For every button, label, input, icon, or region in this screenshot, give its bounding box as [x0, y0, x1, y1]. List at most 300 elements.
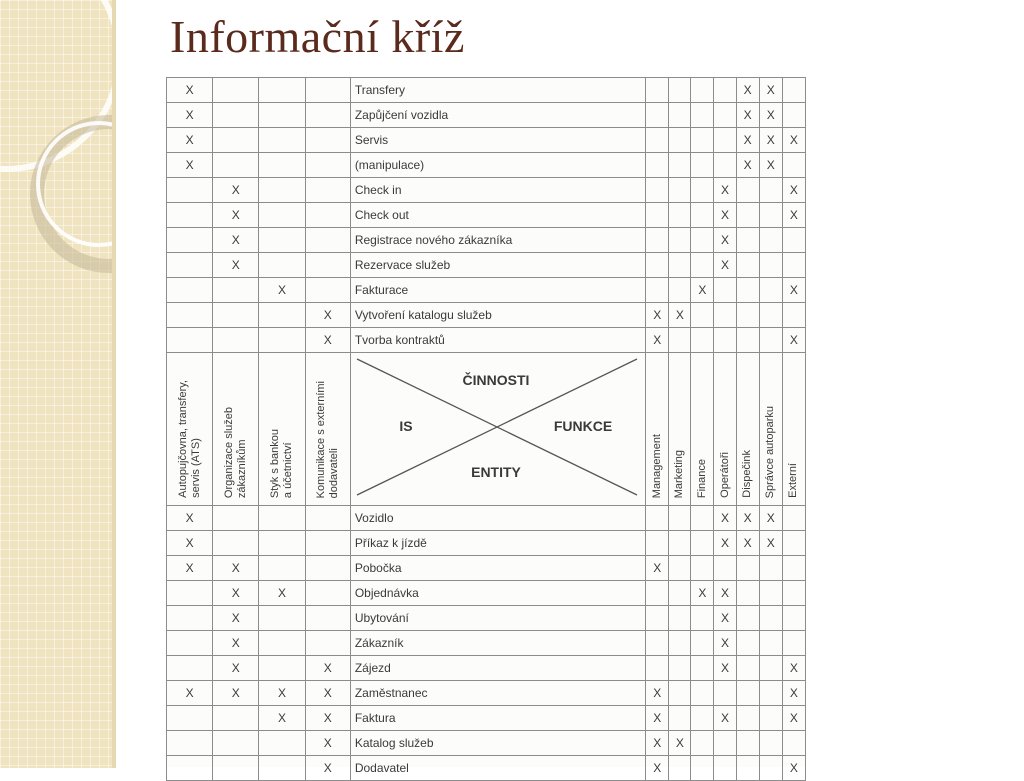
function-mark-cell	[759, 178, 782, 203]
is-mark-cell	[213, 303, 259, 328]
is-header-text: Styk s bankou a účetnictví	[269, 428, 294, 498]
function-mark-cell	[646, 78, 669, 103]
function-mark-cell	[646, 278, 669, 303]
function-mark-cell	[714, 278, 736, 303]
is-mark-cell	[213, 78, 259, 103]
is-mark-cell: X	[167, 103, 213, 128]
is-mark-cell	[305, 556, 350, 581]
function-mark-cell: X	[759, 506, 782, 531]
function-mark-cell	[646, 153, 669, 178]
function-mark-cell: X	[782, 278, 805, 303]
function-mark-cell	[759, 731, 782, 756]
function-mark-cell: X	[782, 656, 805, 681]
entity-row-label: Katalog služeb	[350, 731, 645, 756]
slide-title: Informační kříž	[170, 11, 465, 62]
function-mark-cell: X	[714, 531, 736, 556]
entity-row-label: Příkaz k jízdě	[350, 531, 645, 556]
is-mark-cell: X	[167, 153, 213, 178]
function-column-header	[646, 353, 669, 506]
activity-row	[167, 203, 806, 228]
function-mark-cell: X	[736, 531, 759, 556]
entity-row	[167, 681, 806, 706]
activity-row-label: Servis	[350, 128, 645, 153]
entity-row-label: Faktura	[350, 706, 645, 731]
is-mark-cell	[259, 731, 305, 756]
function-mark-cell: X	[782, 203, 805, 228]
function-mark-cell	[782, 103, 805, 128]
is-mark-cell	[259, 303, 305, 328]
is-mark-cell: X	[305, 681, 350, 706]
function-mark-cell	[759, 303, 782, 328]
is-mark-cell	[305, 581, 350, 606]
entity-row	[167, 506, 806, 531]
function-mark-cell	[646, 228, 669, 253]
is-mark-cell: X	[305, 706, 350, 731]
activity-row-label: Rezervace služeb	[350, 253, 645, 278]
entity-row	[167, 731, 806, 756]
function-mark-cell	[691, 228, 714, 253]
function-mark-cell	[669, 178, 691, 203]
function-mark-cell	[669, 103, 691, 128]
information-cross-figure	[166, 77, 806, 775]
function-mark-cell	[714, 756, 736, 781]
function-mark-cell	[691, 706, 714, 731]
function-mark-cell: X	[646, 706, 669, 731]
entity-row-label: Pobočka	[350, 556, 645, 581]
is-mark-cell: X	[213, 581, 259, 606]
function-mark-cell	[782, 506, 805, 531]
function-mark-cell	[669, 531, 691, 556]
is-mark-cell	[305, 78, 350, 103]
function-column-header	[736, 353, 759, 506]
is-mark-cell	[167, 656, 213, 681]
is-mark-cell	[167, 756, 213, 781]
function-mark-cell	[691, 531, 714, 556]
function-mark-cell: X	[714, 631, 736, 656]
activity-row	[167, 178, 806, 203]
is-mark-cell: X	[213, 606, 259, 631]
function-mark-cell	[714, 556, 736, 581]
cross-diagram-cell	[350, 353, 645, 506]
function-mark-cell	[759, 606, 782, 631]
is-mark-cell: X	[167, 128, 213, 153]
function-mark-cell	[736, 203, 759, 228]
function-mark-cell	[782, 78, 805, 103]
function-mark-cell	[736, 731, 759, 756]
is-mark-cell	[213, 531, 259, 556]
function-mark-cell	[714, 681, 736, 706]
function-mark-cell	[759, 706, 782, 731]
entity-row	[167, 581, 806, 606]
is-mark-cell	[167, 731, 213, 756]
function-mark-cell	[691, 506, 714, 531]
function-mark-cell	[736, 706, 759, 731]
activity-row	[167, 328, 806, 353]
function-mark-cell: X	[759, 531, 782, 556]
function-mark-cell	[646, 506, 669, 531]
function-mark-cell: X	[782, 178, 805, 203]
function-mark-cell: X	[782, 756, 805, 781]
function-mark-cell	[669, 78, 691, 103]
is-mark-cell	[305, 506, 350, 531]
function-mark-cell	[691, 78, 714, 103]
function-mark-cell: X	[646, 328, 669, 353]
function-mark-cell	[736, 581, 759, 606]
entity-row	[167, 606, 806, 631]
function-mark-cell	[646, 178, 669, 203]
is-mark-cell	[167, 328, 213, 353]
entity-row	[167, 706, 806, 731]
function-mark-cell	[669, 706, 691, 731]
function-mark-cell	[646, 103, 669, 128]
is-mark-cell	[305, 128, 350, 153]
function-mark-cell	[669, 203, 691, 228]
entity-row	[167, 531, 806, 556]
cross-label-right: FUNKCE	[553, 418, 612, 434]
function-mark-cell	[759, 203, 782, 228]
is-mark-cell: X	[305, 303, 350, 328]
function-header-text: Management	[650, 433, 663, 498]
function-mark-cell: X	[691, 581, 714, 606]
is-mark-cell: X	[259, 278, 305, 303]
function-mark-cell: X	[782, 128, 805, 153]
function-mark-cell	[782, 228, 805, 253]
function-column-header	[669, 353, 691, 506]
function-mark-cell	[669, 153, 691, 178]
function-mark-cell	[759, 631, 782, 656]
function-mark-cell	[714, 731, 736, 756]
is-mark-cell: X	[167, 506, 213, 531]
function-mark-cell	[759, 656, 782, 681]
activity-row-label: Zapůjčení vozidla	[350, 103, 645, 128]
function-mark-cell: X	[714, 656, 736, 681]
function-mark-cell: X	[669, 731, 691, 756]
function-mark-cell	[714, 328, 736, 353]
is-mark-cell	[167, 706, 213, 731]
is-column-header	[213, 353, 259, 506]
function-column-header	[691, 353, 714, 506]
is-mark-cell	[167, 581, 213, 606]
function-mark-cell	[646, 128, 669, 153]
is-mark-cell	[213, 506, 259, 531]
is-mark-cell	[305, 203, 350, 228]
function-mark-cell	[691, 303, 714, 328]
is-mark-cell	[167, 303, 213, 328]
is-mark-cell: X	[167, 681, 213, 706]
activity-row-label: Vytvoření katalogu služeb	[350, 303, 645, 328]
function-mark-cell	[782, 731, 805, 756]
is-mark-cell	[259, 128, 305, 153]
function-mark-cell: X	[736, 128, 759, 153]
function-mark-cell	[646, 631, 669, 656]
is-mark-cell	[305, 153, 350, 178]
activity-row-label: Check out	[350, 203, 645, 228]
function-mark-cell: X	[646, 756, 669, 781]
function-mark-cell	[759, 756, 782, 781]
function-mark-cell	[691, 681, 714, 706]
is-mark-cell	[305, 178, 350, 203]
activity-row-label: Check in	[350, 178, 645, 203]
is-mark-cell	[259, 606, 305, 631]
function-mark-cell	[646, 606, 669, 631]
function-mark-cell	[714, 103, 736, 128]
is-mark-cell: X	[213, 203, 259, 228]
is-mark-cell	[259, 203, 305, 228]
function-mark-cell: X	[759, 128, 782, 153]
function-mark-cell	[691, 253, 714, 278]
is-mark-cell: X	[213, 253, 259, 278]
entity-row-label: Dodavatel	[350, 756, 645, 781]
function-mark-cell	[736, 228, 759, 253]
function-mark-cell: X	[714, 228, 736, 253]
function-mark-cell	[669, 328, 691, 353]
function-mark-cell: X	[714, 706, 736, 731]
function-header-text: Operátoři	[718, 452, 731, 498]
is-mark-cell	[305, 631, 350, 656]
is-mark-cell: X	[213, 178, 259, 203]
function-mark-cell	[736, 631, 759, 656]
function-mark-cell: X	[714, 178, 736, 203]
is-mark-cell	[259, 631, 305, 656]
function-mark-cell	[691, 556, 714, 581]
cross-label-bottom: ENTITY	[470, 464, 521, 480]
is-mark-cell	[305, 228, 350, 253]
function-mark-cell	[669, 681, 691, 706]
entity-row-label: Zaměstnanec	[350, 681, 645, 706]
function-mark-cell	[691, 756, 714, 781]
is-mark-cell	[259, 253, 305, 278]
function-mark-cell: X	[759, 153, 782, 178]
function-header-text: Dispečink	[741, 450, 754, 498]
is-mark-cell	[213, 103, 259, 128]
function-mark-cell	[669, 631, 691, 656]
is-mark-cell: X	[305, 756, 350, 781]
entity-row	[167, 756, 806, 781]
function-mark-cell: X	[714, 506, 736, 531]
function-mark-cell: X	[736, 103, 759, 128]
is-mark-cell	[305, 278, 350, 303]
function-mark-cell	[646, 581, 669, 606]
function-mark-cell	[669, 506, 691, 531]
entity-row-label: Vozidlo	[350, 506, 645, 531]
activity-row	[167, 228, 806, 253]
is-mark-cell: X	[305, 328, 350, 353]
function-mark-cell: X	[736, 153, 759, 178]
side-band-edge	[112, 0, 116, 768]
function-mark-cell: X	[669, 303, 691, 328]
function-mark-cell: X	[714, 606, 736, 631]
is-mark-cell	[259, 531, 305, 556]
is-mark-cell: X	[213, 656, 259, 681]
is-mark-cell	[259, 506, 305, 531]
is-column-header	[305, 353, 350, 506]
function-mark-cell: X	[782, 706, 805, 731]
entity-row	[167, 656, 806, 681]
is-mark-cell	[167, 278, 213, 303]
is-mark-cell	[213, 328, 259, 353]
function-mark-cell	[691, 178, 714, 203]
function-mark-cell	[691, 656, 714, 681]
function-mark-cell	[646, 203, 669, 228]
is-mark-cell	[259, 328, 305, 353]
is-column-header	[259, 353, 305, 506]
function-mark-cell: X	[714, 203, 736, 228]
is-mark-cell	[167, 606, 213, 631]
function-mark-cell	[759, 681, 782, 706]
function-mark-cell	[736, 303, 759, 328]
is-header-text: Komunikace s externími dodavateli	[314, 380, 340, 498]
is-column-header	[167, 353, 213, 506]
entity-row	[167, 556, 806, 581]
function-mark-cell	[736, 178, 759, 203]
function-mark-cell	[669, 278, 691, 303]
function-mark-cell	[759, 228, 782, 253]
decorative-side-band	[0, 0, 112, 768]
function-header-text: Správce autoparku	[764, 405, 777, 498]
cross-label-top: ČINNOSTI	[462, 372, 530, 388]
is-mark-cell	[305, 531, 350, 556]
is-mark-cell	[259, 78, 305, 103]
function-mark-cell: X	[759, 78, 782, 103]
function-mark-cell: X	[759, 103, 782, 128]
is-mark-cell: X	[167, 556, 213, 581]
function-mark-cell	[736, 681, 759, 706]
is-mark-cell: X	[305, 656, 350, 681]
entity-row-label: Zákazník	[350, 631, 645, 656]
function-mark-cell	[759, 253, 782, 278]
entity-row-label: Objednávka	[350, 581, 645, 606]
is-mark-cell: X	[213, 631, 259, 656]
function-mark-cell	[782, 631, 805, 656]
is-mark-cell	[167, 631, 213, 656]
function-mark-cell	[646, 656, 669, 681]
function-mark-cell: X	[646, 731, 669, 756]
function-mark-cell: X	[646, 556, 669, 581]
is-mark-cell: X	[259, 706, 305, 731]
is-mark-cell	[259, 103, 305, 128]
function-mark-cell	[736, 556, 759, 581]
entity-row	[167, 631, 806, 656]
function-mark-cell	[646, 253, 669, 278]
function-mark-cell	[691, 328, 714, 353]
function-mark-cell	[691, 128, 714, 153]
is-mark-cell	[213, 128, 259, 153]
is-mark-cell	[213, 278, 259, 303]
function-mark-cell: X	[714, 253, 736, 278]
is-mark-cell	[305, 253, 350, 278]
is-mark-cell	[259, 556, 305, 581]
function-column-header	[759, 353, 782, 506]
function-mark-cell	[714, 78, 736, 103]
function-mark-cell: X	[782, 681, 805, 706]
function-mark-cell	[759, 278, 782, 303]
is-mark-cell	[259, 153, 305, 178]
function-mark-cell	[736, 328, 759, 353]
function-mark-cell	[736, 756, 759, 781]
is-mark-cell: X	[213, 228, 259, 253]
function-header-text: Marketing	[673, 449, 686, 498]
is-mark-cell: X	[213, 556, 259, 581]
activity-row	[167, 153, 806, 178]
is-mark-cell	[305, 103, 350, 128]
is-mark-cell	[259, 756, 305, 781]
function-mark-cell	[782, 606, 805, 631]
function-mark-cell	[691, 631, 714, 656]
is-mark-cell	[167, 228, 213, 253]
activity-row	[167, 128, 806, 153]
function-mark-cell	[782, 581, 805, 606]
axis-header-row	[167, 353, 806, 506]
function-mark-cell	[736, 606, 759, 631]
is-mark-cell	[305, 606, 350, 631]
function-mark-cell	[736, 253, 759, 278]
function-mark-cell: X	[736, 78, 759, 103]
entity-row-label: Zájezd	[350, 656, 645, 681]
activity-row	[167, 103, 806, 128]
is-header-text: Autopujčovna, transfery, servis (ATS)	[176, 380, 202, 498]
activity-row-label: Registrace nového zákazníka	[350, 228, 645, 253]
activity-row-label: (manipulace)	[350, 153, 645, 178]
function-mark-cell	[782, 253, 805, 278]
function-column-header	[782, 353, 805, 506]
function-mark-cell	[782, 303, 805, 328]
activity-row-label: Transfery	[350, 78, 645, 103]
is-mark-cell	[213, 153, 259, 178]
function-mark-cell	[782, 153, 805, 178]
activity-row	[167, 278, 806, 303]
activity-row	[167, 303, 806, 328]
is-mark-cell	[167, 178, 213, 203]
function-mark-cell	[691, 731, 714, 756]
function-header-text: Externí	[787, 463, 800, 498]
function-mark-cell	[691, 153, 714, 178]
function-mark-cell: X	[736, 506, 759, 531]
function-mark-cell: X	[714, 581, 736, 606]
is-mark-cell	[167, 253, 213, 278]
function-mark-cell: X	[782, 328, 805, 353]
function-mark-cell: X	[646, 303, 669, 328]
function-mark-cell	[714, 303, 736, 328]
function-mark-cell	[691, 103, 714, 128]
function-mark-cell	[782, 531, 805, 556]
function-mark-cell	[736, 656, 759, 681]
is-header-text: Organizace služeb zákazníkům	[222, 406, 248, 498]
function-mark-cell	[782, 556, 805, 581]
function-mark-cell	[669, 228, 691, 253]
function-mark-cell	[669, 556, 691, 581]
is-mark-cell	[213, 756, 259, 781]
is-mark-cell	[213, 706, 259, 731]
entity-row-label: Ubytování	[350, 606, 645, 631]
function-mark-cell	[759, 556, 782, 581]
function-mark-cell	[669, 253, 691, 278]
function-mark-cell	[714, 128, 736, 153]
cross-diagram	[351, 353, 645, 501]
function-mark-cell	[669, 606, 691, 631]
is-mark-cell: X	[259, 581, 305, 606]
activity-row-label: Tvorba kontraktů	[350, 328, 645, 353]
function-mark-cell: X	[646, 681, 669, 706]
function-column-header	[714, 353, 736, 506]
is-mark-cell	[167, 203, 213, 228]
function-header-text: Finance	[695, 458, 708, 498]
function-mark-cell: X	[691, 278, 714, 303]
function-mark-cell	[691, 606, 714, 631]
is-mark-cell: X	[305, 731, 350, 756]
is-mark-cell: X	[167, 531, 213, 556]
function-mark-cell	[759, 328, 782, 353]
is-mark-cell	[259, 228, 305, 253]
